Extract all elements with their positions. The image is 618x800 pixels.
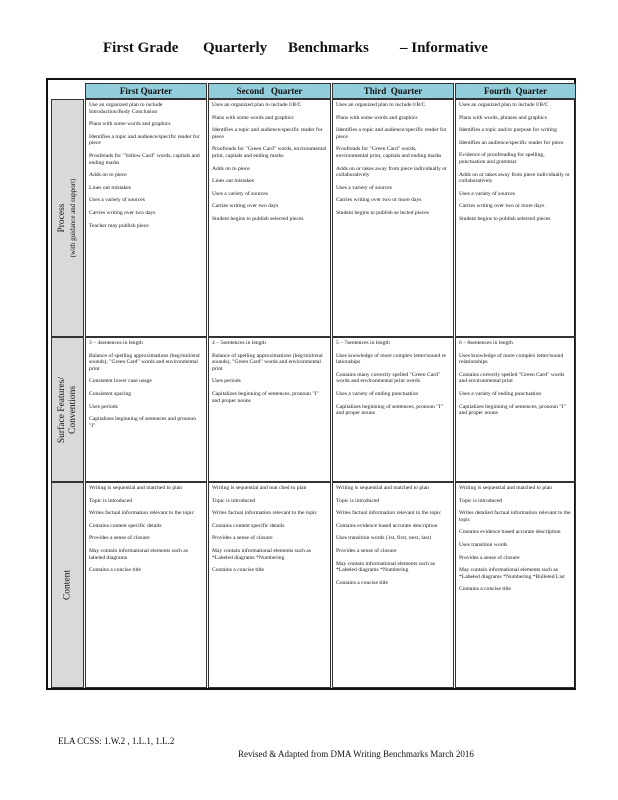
benchmark-item: Capitalizes beginning of sentences, pronoun "I" and proper nouns xyxy=(336,403,443,417)
benchmark-item: Topic is introduced xyxy=(212,497,256,504)
benchmark-item: Provides a sense of closure xyxy=(89,535,150,542)
row-label-text: Content xyxy=(62,569,72,601)
benchmark-item: Identifies a topic and/or purpose for writing xyxy=(459,127,557,134)
footer-revision-note: Revised & Adapted from DMA Writing Benchmarks March 2016 xyxy=(238,749,474,759)
benchmark-item: Consistent spacing xyxy=(89,390,132,397)
row-sublabel-text: Conventions xyxy=(67,385,78,434)
column-header: Second Quarter xyxy=(208,83,331,99)
benchmark-item: May contain informational elements such as *Labeled diagrams *Numbering *Bulleted List xyxy=(459,567,565,580)
benchmark-item: Identifies an audience/specific reader for piece xyxy=(459,139,564,146)
benchmark-item: Identifies a topic and audience/specific reader for piece xyxy=(336,127,447,140)
benchmark-item: Writing is sequential and matched to plan xyxy=(336,485,429,491)
benchmark-item: Student begins to publish selected pieces xyxy=(459,215,551,222)
benchmark-item: Proofreads for "Green Card" words, environmental print, capitals and ending marks xyxy=(212,146,327,159)
benchmark-item: 4 – 5sentences in length xyxy=(212,340,266,346)
benchmark-item: Balance of spelling approximations (beg/mid/end sounds), "Green Card" words and environmental print xyxy=(89,352,200,372)
benchmark-item: Carries writing over two days xyxy=(212,203,279,210)
benchmark-item: Carries writing over two or more days xyxy=(459,203,545,210)
benchmark-item: Uses a variety of sources xyxy=(336,184,392,191)
column-header: Fourth Quarter xyxy=(455,83,576,99)
benchmark-item: Carries writing over two days xyxy=(89,209,156,216)
benchmarks-table xyxy=(46,78,576,690)
benchmark-item: Carries writing over two or more days xyxy=(336,197,422,204)
benchmark-item: Capitalizes beginning of sentences, pronoun "I" and proper nouns xyxy=(459,403,566,417)
benchmark-item: Student begins to publish se lected pieces xyxy=(336,209,429,216)
benchmark-item: Adds on or takes away from piece individually or collaboratively xyxy=(459,171,570,185)
benchmark-item: Uses a variety of ending punctuation xyxy=(459,390,542,397)
benchmark-item: Uses periods xyxy=(89,403,118,410)
benchmark-item: Topic is introduced xyxy=(459,497,503,504)
benchmark-item: Contains many correctly spelled "Green Card" words and environmental print words xyxy=(336,371,441,385)
document-title xyxy=(0,40,618,60)
benchmark-item: Lines out mistakes xyxy=(89,184,131,191)
benchmark-item: Proofreads for "Yellow Card" words, capitals and ending marks xyxy=(89,152,200,166)
title-type: – Informative xyxy=(400,40,488,56)
benchmark-item: Contains evidence based accurate description xyxy=(336,522,438,529)
column-header: Third Quarter xyxy=(332,83,454,99)
row-label xyxy=(51,482,84,688)
benchmark-cell xyxy=(332,99,454,337)
benchmark-cell xyxy=(85,99,207,337)
benchmark-cell xyxy=(85,337,207,482)
benchmark-item: Provides a sense of closure xyxy=(336,547,397,554)
benchmark-cell xyxy=(455,337,576,482)
benchmark-item: Uses a variety of sources xyxy=(89,197,145,204)
benchmark-item: Identifies a topic and audience/specific reader for piece xyxy=(89,133,200,147)
benchmark-item: Writing is sequential and matched to plan xyxy=(89,485,182,491)
benchmark-item: Uses an organized plan to include I/B/C xyxy=(212,102,302,108)
benchmark-item: Evidence of proofreading for spelling, punctuation and grammar xyxy=(459,152,545,165)
benchmark-item: Writes factual information relevant to the topic xyxy=(212,510,318,517)
benchmark-item: Plans with words, phrases and graphics xyxy=(459,114,547,121)
benchmark-item: Use an organized plan to include Introduction/Body Conclusion xyxy=(89,102,163,115)
benchmark-item: Contains correctly spelled "Green Card" words and environmental print xyxy=(459,371,565,385)
benchmark-item: Uses an organized plan to include I/B/C xyxy=(336,102,426,108)
benchmark-item: Uses a variety of sources xyxy=(459,190,515,197)
title-quarterly: Quarterly xyxy=(203,40,268,56)
benchmark-item: 6 – 8sentences in length xyxy=(459,340,513,346)
benchmark-cell xyxy=(208,99,331,337)
benchmark-item: May contain informational elements such as labeled diagrams xyxy=(89,547,188,561)
row-label-text: Process xyxy=(56,203,67,233)
benchmark-item: Student begins to publish selected pieces xyxy=(212,215,304,222)
benchmark-item: Topic is introduced xyxy=(336,497,380,504)
benchmark-cell xyxy=(455,482,576,688)
title-benchmarks: Benchmarks xyxy=(288,40,369,56)
benchmark-item: Writing is sequential and mat ched to plan xyxy=(212,485,307,491)
benchmark-item: Uses knowledge of more complex letter/sound relationships xyxy=(459,352,564,366)
benchmark-item: May contain informational elements such as *Labeled diagrams *Numbering xyxy=(212,547,311,561)
benchmark-item: Capitalizes beginning of sentences and pronoun "I" xyxy=(89,416,197,429)
benchmark-item: Plans with some words and graphics xyxy=(336,114,418,121)
benchmark-item: Plans with some words and graphics xyxy=(212,114,294,121)
benchmark-item: Adds on or takes away from piece individually or collaboratively xyxy=(336,165,447,179)
benchmark-item: 5 – 7sentences in length xyxy=(336,340,390,346)
benchmark-item: Balance of spelling approximations (beg/mid/end sounds), "Green Card" words and environmental print xyxy=(212,352,323,372)
benchmark-item: Uses periods xyxy=(212,378,241,385)
column-header: First Quarter xyxy=(85,83,207,99)
benchmark-item: Contains a concise title xyxy=(212,567,265,574)
benchmark-item: Proofreads for "Green Card" words, environmental print, capitals and ending marks xyxy=(336,146,442,159)
benchmark-item: Provides a sense of closure xyxy=(459,554,520,561)
benchmark-cell xyxy=(332,337,454,482)
benchmark-item: Contains a concise title xyxy=(459,586,512,593)
footer-standards: ELA CCSS: 1.W.2 , 1.L.1, 1.L.2 xyxy=(58,736,175,746)
benchmark-item: May contain informational elements such as *Labeled diagrams *Numbering xyxy=(336,560,435,574)
benchmark-item: Uses knowledge of more complex letter/sound re lationships xyxy=(336,352,446,366)
benchmark-cell xyxy=(208,482,331,688)
benchmark-item: Uses a variety of sources xyxy=(212,190,268,197)
benchmark-item: Uses transition words xyxy=(459,541,508,548)
benchmark-item: Contains a concise title xyxy=(336,579,389,586)
benchmark-cell xyxy=(208,337,331,482)
benchmark-item: Contains a concise title xyxy=(89,567,142,574)
benchmark-item: Consistent lower case usage xyxy=(89,378,152,385)
benchmark-item: Writes factual information relevant to the topic xyxy=(336,510,442,517)
benchmark-item: Writes factual information relevant to the topic xyxy=(89,510,195,517)
row-sublabel-text: (with guidance and support) xyxy=(68,178,77,258)
benchmark-item: Plans with some words and graphics xyxy=(89,121,171,128)
row-label-text: Surface Features/ xyxy=(56,376,67,443)
benchmark-item: Adds on to piece xyxy=(89,172,127,179)
benchmark-item: Provides a sense of closure xyxy=(212,535,273,542)
row-label xyxy=(51,99,84,337)
benchmark-item: Writing is sequential and matched to plan xyxy=(459,485,552,491)
benchmark-item: Uses transition words (1st, first, next, last) xyxy=(336,535,431,542)
benchmark-item: Uses an organized plan to include I/B/C xyxy=(459,102,549,108)
title-grade: First Grade xyxy=(103,40,179,56)
benchmark-item: Uses a variety of ending punctuation xyxy=(336,390,419,397)
benchmark-item: Teacher may publish piece xyxy=(89,222,149,229)
benchmark-item: Topic is introduced xyxy=(89,497,133,504)
benchmark-item: Identifies a topic and audience/specific reader for piece xyxy=(212,127,323,140)
benchmark-item: Writes detailed factual information relevant to the topic xyxy=(459,510,571,523)
benchmark-cell xyxy=(85,482,207,688)
benchmark-item: 3 – 4sentences in length xyxy=(89,340,143,346)
benchmark-item: Contains content specific details xyxy=(89,522,162,529)
benchmark-cell xyxy=(455,99,576,337)
benchmark-item: Lines out mistakes xyxy=(212,178,254,185)
benchmark-item: Contains content specific details xyxy=(212,522,285,529)
benchmark-cell xyxy=(332,482,454,688)
benchmark-item: Contains evidence based accurate description xyxy=(459,529,561,536)
benchmark-item: Adds on to piece xyxy=(212,165,250,172)
row-label xyxy=(51,337,84,482)
benchmark-item: Capitalizes beginning of sentences, pronoun "I" and proper nouns xyxy=(212,390,319,404)
